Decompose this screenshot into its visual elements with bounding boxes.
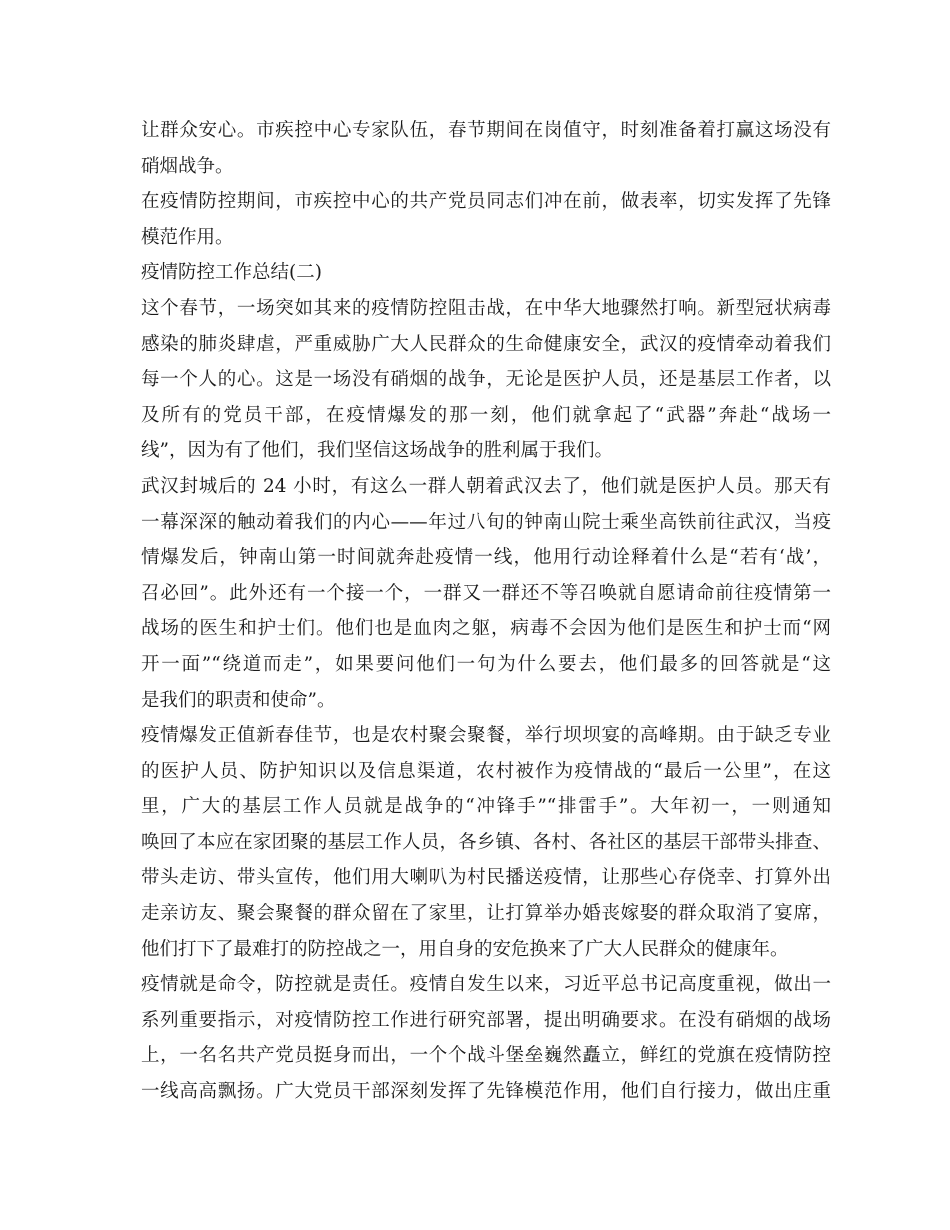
text-line: 唤回了本应在家团聚的基层工作人员，各乡镇、各村、各社区的基层干部带头排查、 [141, 831, 831, 853]
text-line: 这个春节，一场突如其来的疫情防控阻击战，在中华大地骤然打响。新型冠状病毒 [141, 297, 831, 319]
text-line: 情爆发后，钟南山第一时间就奔赴疫情一线，他用行动诠释着什么是“若有‘战’， [141, 547, 831, 569]
text-line: 带头走访、带头宣传，他们用大喇叭为村民播送疫情，让那些心存侥幸、打算外出 [141, 867, 831, 889]
text-line: 及所有的党员干部，在疫情爆发的那一刻，他们就拿起了“武器”奔赴“战场一 [141, 404, 831, 426]
text-line: 一幕深深的触动着我们的内心——年过八旬的钟南山院士乘坐高铁前往武汉，当疫 [141, 511, 831, 533]
section-heading: 疫情防控工作总结(二) [141, 262, 322, 284]
text-line: 模范作用。 [141, 226, 234, 248]
text-line: 战场的医生和护士们。他们也是血肉之躯，病毒不会因为他们是医生和护士而“网 [141, 618, 831, 640]
document-body [141, 113, 831, 1110]
text-line: 走亲访友、聚会聚餐的群众留在了家里，让打算举办婚丧嫁娶的群众取消了宴席， [141, 903, 831, 925]
text-line: 感染的肺炎肆虐，严重威胁广大人民群众的生命健康安全，武汉的疫情牵动着我们 [141, 333, 831, 355]
text-line: 疫情爆发正值新春佳节，也是农村聚会聚餐，举行坝坝宴的高峰期。由于缺乏专业 [141, 725, 831, 747]
text-line: 是我们的职责和使命”。 [141, 689, 336, 711]
text-line: 在疫情防控期间，市疾控中心的共产党员同志们冲在前，做表率，切实发挥了先锋 [141, 191, 831, 213]
text-line: 一线高高飘扬。广大党员干部深刻发挥了先锋模范作用，他们自行接力，做出庄重 [141, 1081, 831, 1103]
text-line: 上，一名名共产党员挺身而出，一个个战斗堡垒巍然矗立，鲜红的党旗在疫情防控 [141, 1045, 831, 1067]
text-line: 里，广大的基层工作人员就是战争的“冲锋手”“排雷手”。大年初一，一则通知 [141, 796, 831, 818]
text-line: 让群众安心。市疾控中心专家队伍，春节期间在岗值守，时刻准备着打赢这场没有 [141, 120, 831, 141]
text-line: 硝烟战争。 [141, 155, 234, 177]
text-line: 的医护人员、防护知识以及信息渠道，农村被作为疫情战的“最后一公里”，在这 [141, 760, 831, 782]
text-line: 系列重要指示，对疫情防控工作进行研究部署，提出明确要求。在没有硝烟的战场 [141, 1009, 831, 1031]
text-line: 疫情就是命令，防控就是责任。疫情自发生以来，习近平总书记高度重视，做出一 [141, 974, 831, 996]
text-line: 武汉封城后的 24 小时，有这么一群人朝着武汉去了，他们就是医护人员。那天有 [141, 475, 831, 497]
text-line: 召必回”。此外还有一个接一个，一群又一群还不等召唤就自愿请命前往疫情第一 [141, 582, 831, 604]
text-line: 每一个人的心。这是一场没有硝烟的战争，无论是医护人员，还是基层工作者，以 [141, 369, 831, 391]
text-line: 线”，因为有了他们，我们坚信这场战争的胜利属于我们。 [141, 440, 613, 462]
text-line: 开一面”“绕道而走”，如果要问他们一句为什么要去，他们最多的回答就是“这 [141, 653, 831, 675]
text-line: 他们打下了最难打的防控战之一，用自身的安危换来了广大人民群众的健康年。 [141, 938, 789, 960]
